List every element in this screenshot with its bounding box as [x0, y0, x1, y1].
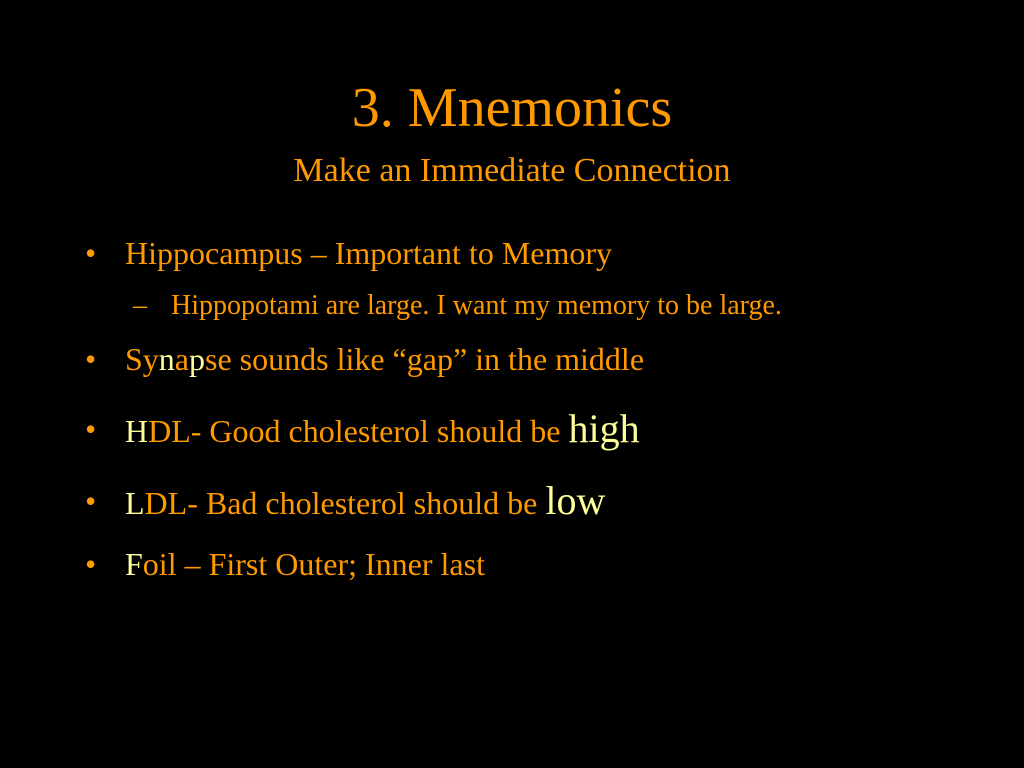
bullet-text-part: se sounds like “gap” in the middle — [205, 341, 645, 377]
bullet-text: Hippocampus – Important to Memory — [125, 235, 613, 271]
bullet-text-highlight: p — [189, 341, 205, 377]
dash-icon: – — [133, 290, 147, 321]
bullet-icon: • — [85, 341, 97, 377]
bullet-text-part: Sy — [125, 341, 159, 377]
bullet-text-emphasis: high — [568, 406, 640, 451]
bullet-text-highlight: F — [125, 546, 143, 582]
bullet-text — [125, 338, 644, 380]
bullet-text-part: oil – First Outer; Inner last — [142, 546, 485, 582]
bullet-text-part: DL- Bad cholesterol should be — [144, 485, 546, 521]
bullet-icon: • — [85, 483, 97, 519]
bullet-text-highlight: n — [158, 341, 175, 377]
bullet-icon: • — [85, 235, 97, 271]
bullet-text-highlight: L — [125, 485, 145, 521]
bullet-text-emphasis: low — [545, 478, 606, 523]
slide-title: 3. Mnemonics — [351, 77, 673, 139]
bullet-icon: • — [85, 411, 97, 447]
bullet-text — [125, 404, 640, 456]
sub-bullet-text: Hippopotami are large. I want my memory to be large. — [171, 290, 782, 321]
bullet-text-part: a — [174, 341, 189, 377]
bullet-icon: • — [85, 546, 97, 582]
bullet-text — [125, 543, 485, 585]
bullet-text-part: DL- Good cholesterol should be — [148, 413, 569, 449]
bullet-text-highlight: H — [125, 413, 149, 449]
bullet-text — [125, 476, 605, 528]
slide-subtitle: Make an Immediate Connection — [293, 152, 731, 189]
